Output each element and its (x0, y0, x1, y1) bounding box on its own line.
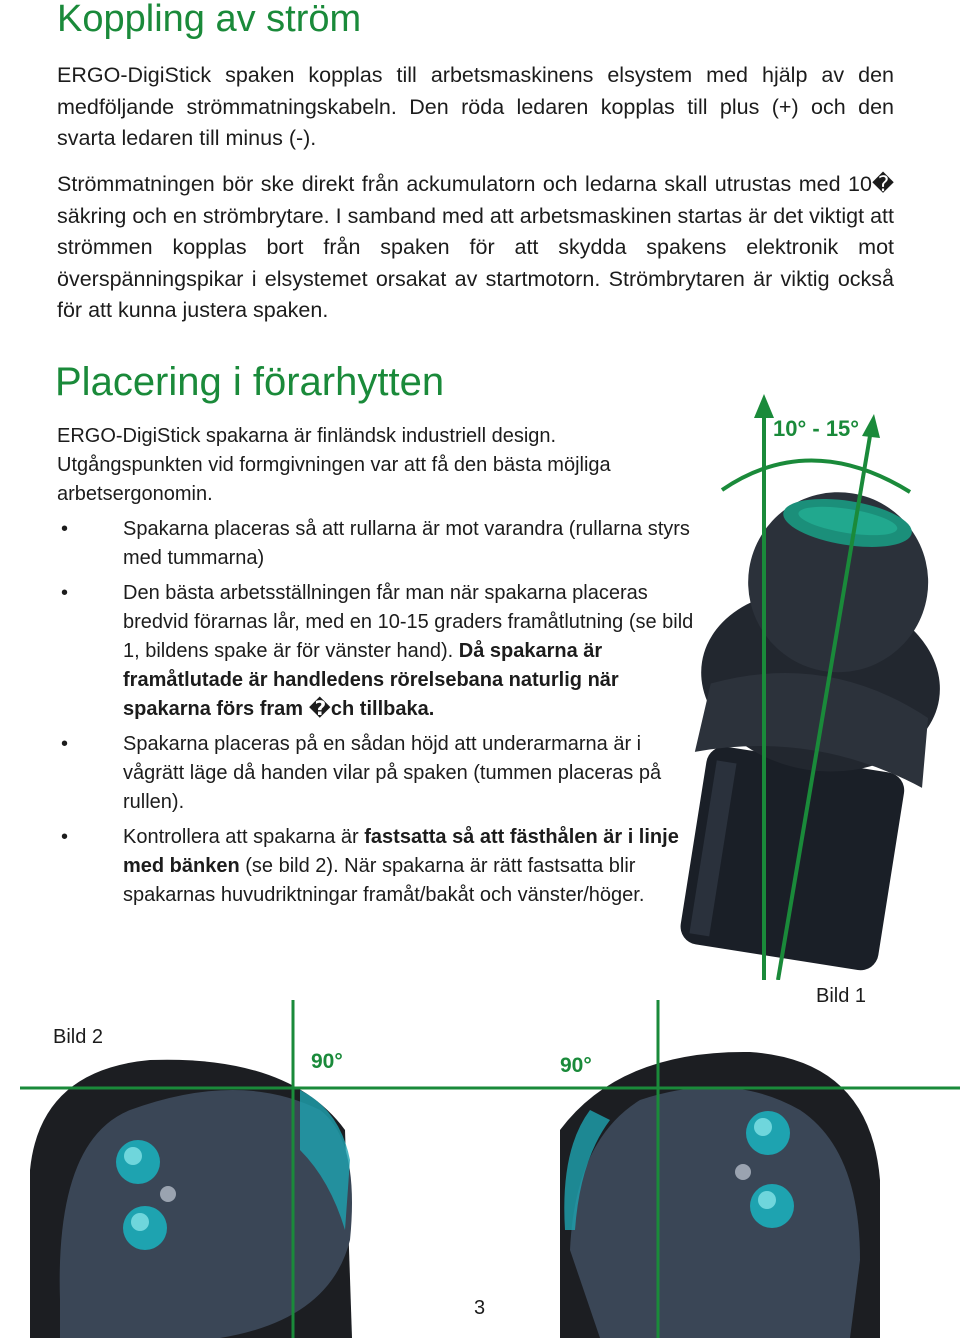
page-number: 3 (474, 1297, 486, 1319)
bullet-symbol: • (61, 733, 69, 755)
paragraph-koppling-2: Strömmatningen bör ske direkt från ackumulatorn och ledarna skall utrustas med 10� säkring och en strömbrytare. I samband med att arbetsmaskinen startas är det viktigt att strömmen kopplas bort från spaken för att skydda spakens elektronik mot överspänningspikar i elsystemet orsakat av startmotorn. Strömbrytaren är viktig också för att kunna justera spaken. (57, 172, 894, 322)
list-item (57, 823, 697, 910)
caption-bild-1: Bild 1 (816, 985, 867, 1007)
bullet-text-bold: Då spakarna är framåtlutade är handledens rörelsebana naturlig när spakarna förs fram �ch tillbaka. (123, 640, 619, 720)
right-joystick (560, 1052, 880, 1338)
joystick-side-view-image (660, 380, 960, 980)
caption-bild-2: Bild 2 (53, 1026, 104, 1048)
joystick-body (660, 474, 960, 976)
angle-label-left-90: 90° (311, 1050, 343, 1073)
arrow-tilted-icon (862, 414, 880, 438)
section-title-koppling: Koppling av ström (57, 0, 362, 40)
left-joystick (30, 1060, 352, 1338)
angle-label-10-15: 10° - 15° (773, 416, 860, 441)
angle-arc (722, 460, 910, 492)
bullet-list (57, 515, 697, 916)
angle-label-right-90: 90° (560, 1054, 592, 1077)
bullet-text: Spakarna placeras så att rullarna är mot varandra (rullarna styrs med tummarna) (123, 518, 690, 569)
list-item (57, 515, 697, 573)
joystick-top-view-image (0, 1000, 960, 1338)
bullet-symbol: • (61, 518, 69, 540)
bullet-text: Spakarna placeras på en sådan höjd att underarmarna är i vågrätt läge då handen vilar på spaken (tummen placeras på rullen). (123, 733, 662, 813)
section-title-placering: Placering i förarhytten (55, 360, 445, 404)
bullet-text: Kontrollera att spakarna är (123, 826, 365, 848)
list-item (57, 730, 697, 817)
arrow-up-icon (754, 394, 774, 418)
bullet-symbol: • (61, 826, 69, 848)
paragraph-placering-intro: ERGO-DigiStick spakarna är finländsk industriell design. Utgångspunkten vid formgivningen var att få den bästa möjliga arbetsergonomin. (57, 425, 611, 505)
paragraph-koppling-1: ERGO-DigiStick spaken kopplas till arbetsmaskinens elsystem med hjälp av den medföljande strömmatningskabeln. Den röda ledaren kopplas till plus (+) och den svarta ledaren till minus (-). (57, 63, 894, 150)
bullet-text: (se bild 2). När spakarna är rätt fastsatta blir spakarnas huvudriktningar framåt/bakåt och vänster/höger. (123, 855, 645, 906)
bullet-text-bold: fastsatta så att fästhålen är i linje med bänken (123, 826, 679, 877)
bullet-symbol: • (61, 582, 69, 604)
list-item (57, 579, 697, 724)
bullet-text: Den bästa arbetsställningen får man när spakarna placeras bredvid förarnas lår, med en 10-15 graders framåtlutning (se bild 1, bildens spake är för vänster hand). (123, 582, 694, 662)
